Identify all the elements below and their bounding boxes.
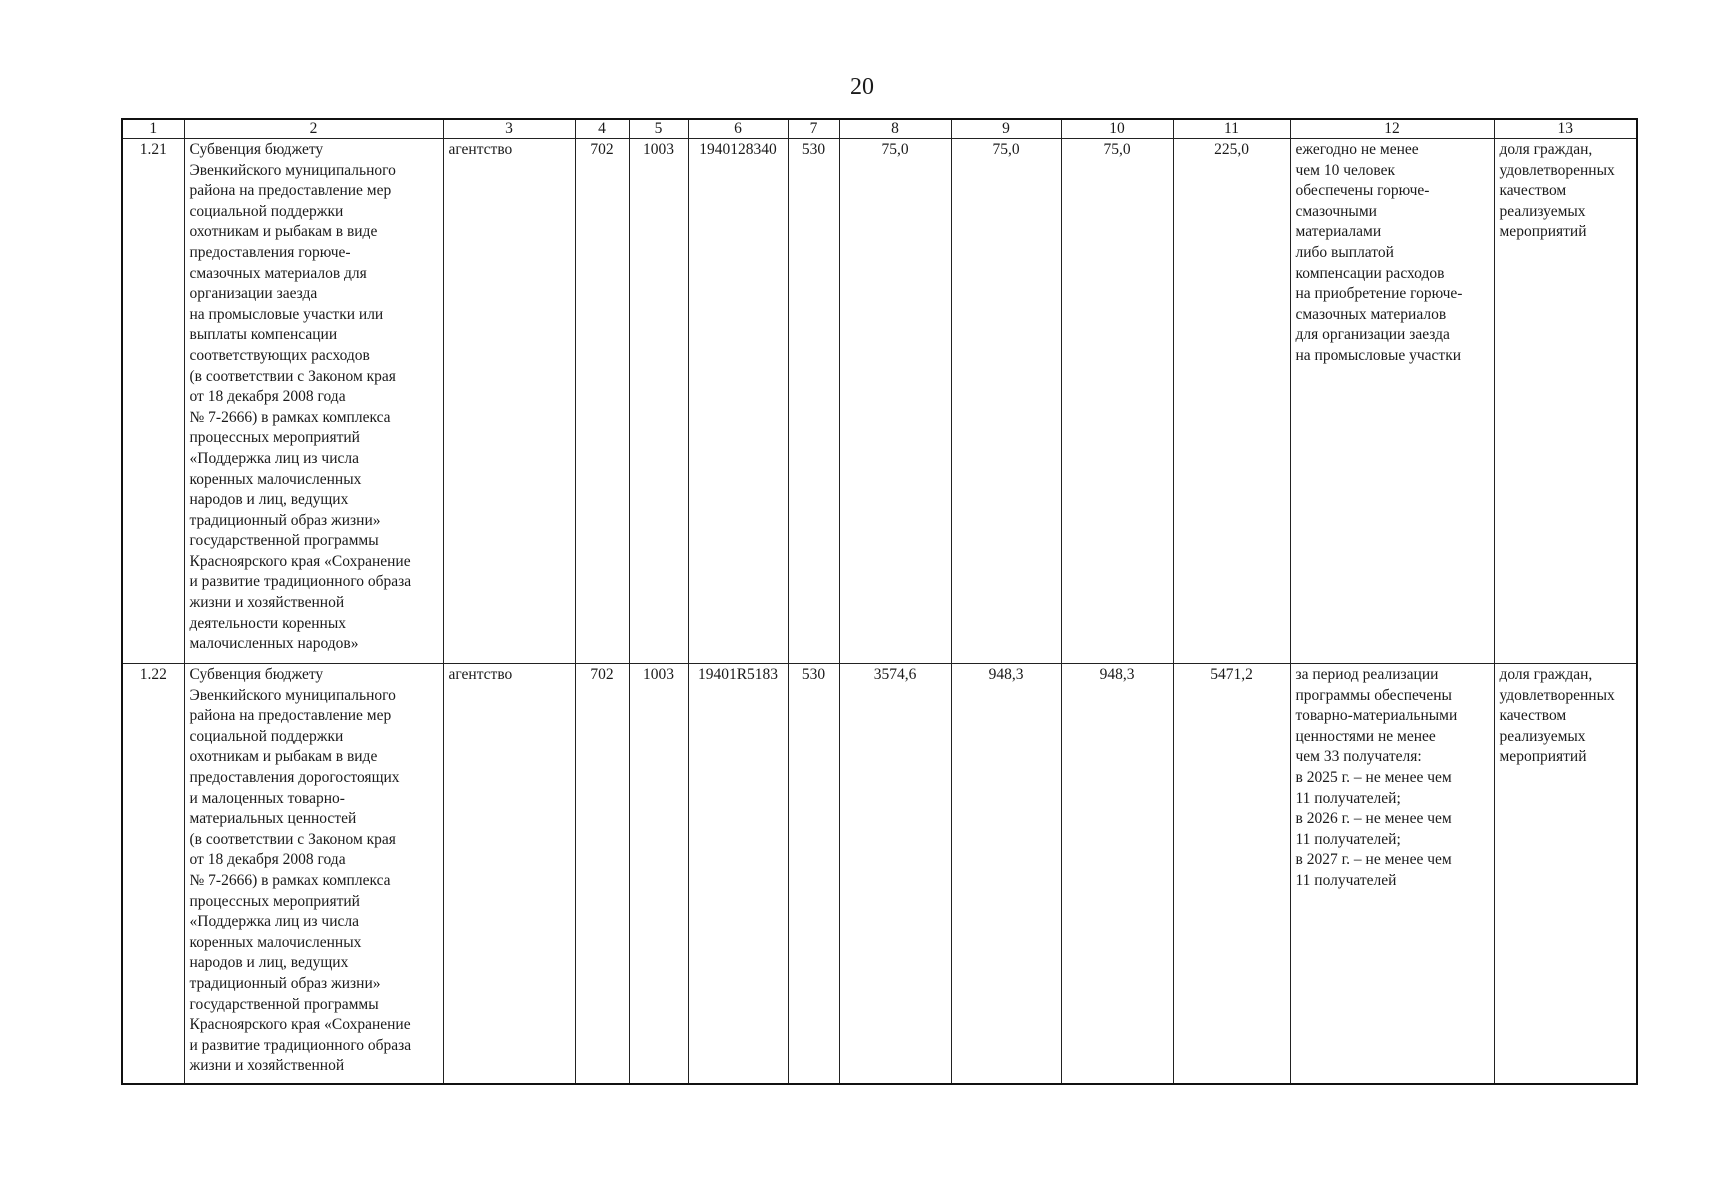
text-line: жизни и хозяйственной: [189, 1057, 345, 1075]
text-line: «Поддержка лиц из числа: [189, 913, 359, 931]
table-row: [122, 139, 1637, 664]
col-header-7: 7: [788, 119, 839, 139]
text-line: предоставления дорогостоящих: [189, 768, 400, 786]
text-line: в 2026 г. – не менее чем: [1295, 810, 1452, 828]
col-header-9: 9: [951, 119, 1061, 139]
indicator: [1494, 664, 1637, 1084]
text-line: от 18 декабря 2008 года: [189, 851, 346, 869]
table-row: [122, 664, 1637, 1084]
text-line: качеством: [1499, 707, 1567, 725]
text-line: мероприятий: [1499, 748, 1587, 766]
text-line: товарно-материальными: [1295, 707, 1458, 725]
text-line: мероприятий: [1499, 223, 1587, 241]
text-line: Субвенция бюджету: [189, 666, 324, 683]
vr-code: 530: [788, 139, 839, 664]
text-line: либо выплатой: [1295, 243, 1394, 261]
col-header-10: 10: [1061, 119, 1173, 139]
text-line: Эвенкийского муниципального: [189, 686, 396, 704]
col-header-8: 8: [839, 119, 951, 139]
grbs-code: 702: [575, 664, 629, 1084]
text-line: смазочных материалов: [1295, 305, 1447, 323]
executor: агентство: [443, 139, 575, 664]
text-line: соответствующих расходов: [189, 346, 370, 364]
text-line: качеством: [1499, 182, 1567, 200]
amount-total: 5471,2: [1173, 664, 1290, 1084]
text-line: на промысловые участки или: [189, 305, 384, 323]
text-line: социальной поддержки: [189, 202, 344, 220]
amount-2027: 948,3: [1061, 664, 1173, 1084]
text-line: малочисленных народов»: [189, 635, 359, 653]
text-line: чем 10 человек: [1295, 161, 1396, 179]
text-line: (в соответствии с Законом края: [189, 830, 396, 848]
text-line: на промысловые участки: [1295, 346, 1462, 364]
text-line: смазочных материалов для: [189, 264, 367, 282]
amount-2025: 75,0: [839, 139, 951, 664]
executor: агентство: [443, 664, 575, 1084]
text-line: доля граждан,: [1499, 666, 1593, 683]
expected-result: [1290, 664, 1494, 1084]
col-header-11: 11: [1173, 119, 1290, 139]
text-line: района на предоставление мер: [189, 182, 392, 200]
column-number-row: [122, 119, 1637, 139]
text-line: доля граждан,: [1499, 141, 1593, 158]
text-line: района на предоставление мер: [189, 707, 392, 725]
col-header-13: 13: [1494, 119, 1637, 139]
text-line: предоставления горюче-: [189, 243, 351, 261]
text-line: реализуемых: [1499, 727, 1586, 745]
text-line: традиционный образ жизни»: [189, 511, 381, 529]
text-line: для организации заезда: [1295, 326, 1450, 344]
col-header-5: 5: [629, 119, 688, 139]
vr-code: 530: [788, 664, 839, 1084]
csr-code: 1940128340: [688, 139, 788, 664]
text-line: Красноярского края «Сохранение: [189, 1016, 411, 1034]
grbs-code: 702: [575, 139, 629, 664]
indicator: [1494, 139, 1637, 664]
amount-2027: 75,0: [1061, 139, 1173, 664]
text-line: ежегодно не менее: [1295, 141, 1419, 158]
text-line: традиционный образ жизни»: [189, 974, 381, 992]
text-line: «Поддержка лиц из числа: [189, 449, 359, 467]
rzpr-code: 1003: [629, 664, 688, 1084]
text-line: 11 получателей;: [1295, 830, 1401, 848]
text-line: государственной программы: [189, 995, 379, 1013]
text-line: материалами: [1295, 223, 1382, 241]
text-line: № 7-2666) в рамках комплекса: [189, 408, 391, 426]
text-line: за период реализации: [1295, 666, 1439, 683]
amount-2025: 3574,6: [839, 664, 951, 1084]
col-header-6: 6: [688, 119, 788, 139]
text-line: реализуемых: [1499, 202, 1586, 220]
amount-total: 225,0: [1173, 139, 1290, 664]
text-line: Субвенция бюджету: [189, 141, 324, 158]
text-line: программы обеспечены: [1295, 686, 1452, 704]
text-line: и развитие традиционного образа: [189, 1036, 412, 1054]
measure-name: [184, 664, 443, 1084]
text-line: компенсации расходов: [1295, 264, 1445, 282]
row-number: 1.21: [122, 139, 184, 664]
text-line: (в соответствии с Законом края: [189, 367, 396, 385]
text-line: охотникам и рыбакам в виде: [189, 223, 378, 241]
text-line: жизни и хозяйственной: [189, 594, 345, 612]
text-line: в 2025 г. – не менее чем: [1295, 768, 1452, 786]
program-table: [121, 118, 1638, 1085]
text-line: Красноярского края «Сохранение: [189, 552, 411, 570]
text-line: в 2027 г. – не менее чем: [1295, 851, 1452, 869]
text-line: удовлетворенных: [1499, 686, 1615, 704]
row-number: 1.22: [122, 664, 184, 1084]
text-line: выплаты компенсации: [189, 326, 338, 344]
text-line: государственной программы: [189, 532, 379, 550]
amount-2026: 948,3: [951, 664, 1061, 1084]
text-line: № 7-2666) в рамках комплекса: [189, 871, 391, 889]
col-header-12: 12: [1290, 119, 1494, 139]
text-line: удовлетворенных: [1499, 161, 1615, 179]
text-line: чем 33 получателя:: [1295, 748, 1422, 766]
text-line: на приобретение горюче-: [1295, 285, 1463, 303]
col-header-2: 2: [184, 119, 443, 139]
csr-code: 19401R5183: [688, 664, 788, 1084]
col-header-1: 1: [122, 119, 184, 139]
text-line: коренных малочисленных: [189, 933, 362, 951]
text-line: деятельности коренных: [189, 614, 346, 632]
text-line: социальной поддержки: [189, 727, 344, 745]
text-line: народов и лиц, ведущих: [189, 491, 349, 509]
text-line: народов и лиц, ведущих: [189, 954, 349, 972]
measure-name: [184, 139, 443, 664]
page-number: 20: [850, 74, 874, 100]
text-line: 11 получателей: [1295, 871, 1397, 889]
text-line: организации заезда: [189, 285, 318, 303]
text-line: ценностями не менее: [1295, 727, 1436, 745]
expected-result: [1290, 139, 1494, 664]
text-line: процессных мероприятий: [189, 892, 360, 910]
col-header-3: 3: [443, 119, 575, 139]
text-line: 11 получателей;: [1295, 789, 1401, 807]
text-line: материальных ценностей: [189, 810, 357, 828]
text-line: и развитие традиционного образа: [189, 573, 412, 591]
text-line: охотникам и рыбакам в виде: [189, 748, 378, 766]
text-line: коренных малочисленных: [189, 470, 362, 488]
text-line: процессных мероприятий: [189, 429, 360, 447]
text-line: обеспечены горюче-: [1295, 182, 1430, 200]
text-line: и малоценных товарно-: [189, 789, 345, 807]
text-line: смазочными: [1295, 202, 1377, 220]
col-header-4: 4: [575, 119, 629, 139]
text-line: Эвенкийского муниципального: [189, 161, 396, 179]
amount-2026: 75,0: [951, 139, 1061, 664]
text-line: от 18 декабря 2008 года: [189, 388, 346, 406]
rzpr-code: 1003: [629, 139, 688, 664]
